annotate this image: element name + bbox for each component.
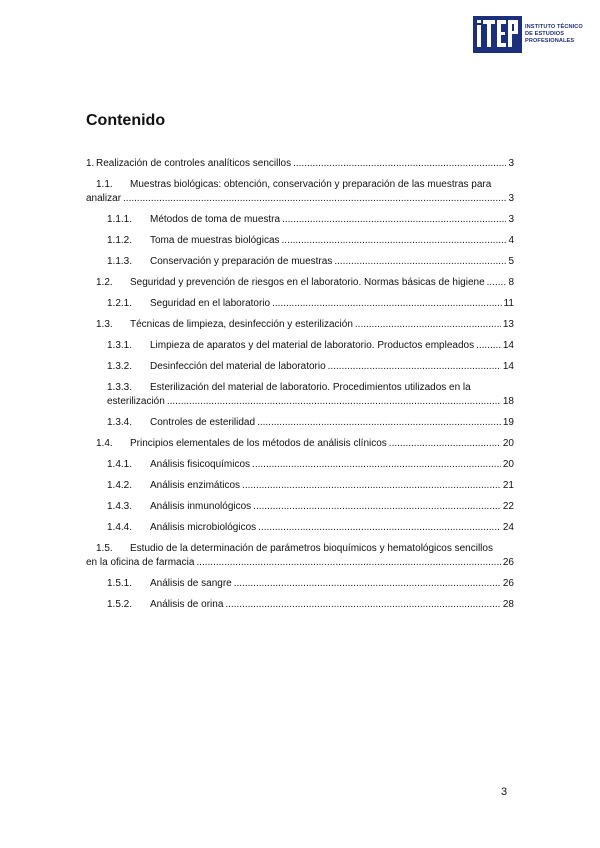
toc-entry-label bbox=[107, 416, 255, 430]
toc-entry-number: 1.4.3. bbox=[107, 501, 133, 512]
toc-entry-number: 1. bbox=[86, 158, 95, 169]
toc-entry-label bbox=[107, 500, 251, 514]
toc-entry[interactable] bbox=[86, 577, 514, 591]
toc-entry-page: 26 bbox=[502, 578, 514, 589]
toc-leader-dots bbox=[196, 556, 500, 570]
toc-entry[interactable] bbox=[86, 297, 514, 311]
toc-entry[interactable] bbox=[86, 339, 514, 353]
toc-entry-title-continued: analizar bbox=[86, 193, 122, 204]
logo-line-2: DE ESTUDIOS bbox=[525, 31, 565, 37]
toc-leader-dots bbox=[242, 479, 501, 493]
toc-entry-label bbox=[107, 339, 474, 353]
toc-entry-page: 4 bbox=[508, 235, 514, 246]
toc-entry[interactable] bbox=[86, 479, 514, 493]
toc-entry-title: Seguridad en el laboratorio bbox=[150, 298, 271, 309]
toc-entry-number: 1.3.3. bbox=[107, 382, 133, 393]
toc-entry-page: 8 bbox=[508, 277, 514, 288]
toc-leader-dots bbox=[258, 521, 501, 535]
toc-leader-dots bbox=[282, 234, 507, 248]
toc-entry-label bbox=[107, 213, 280, 227]
toc-entry-title: Análisis inmunológicos bbox=[150, 501, 252, 512]
toc-entry-page: 14 bbox=[502, 340, 514, 351]
toc-leader-dots bbox=[282, 213, 506, 227]
toc-entry-page: 3 bbox=[508, 193, 514, 204]
toc-entry-label bbox=[107, 234, 280, 248]
toc-entry-label bbox=[107, 577, 232, 591]
toc-entry-line-2 bbox=[86, 556, 514, 570]
toc-entry-page: 24 bbox=[502, 522, 514, 533]
toc-entry-number: 1.1.3. bbox=[107, 256, 133, 267]
toc-entry-number: 1.4. bbox=[96, 438, 113, 449]
toc-entry-page: 3 bbox=[508, 214, 514, 225]
toc-entry-label bbox=[107, 255, 332, 269]
toc-leader-dots bbox=[252, 458, 501, 472]
toc-entry-number: 1.4.2. bbox=[107, 480, 133, 491]
toc-entry-page: 3 bbox=[508, 158, 514, 169]
toc-entry[interactable] bbox=[86, 458, 514, 472]
toc-entry-number: 1.4.4. bbox=[107, 522, 133, 533]
toc-entry[interactable] bbox=[86, 598, 514, 612]
itep-letters-icon bbox=[473, 16, 522, 53]
toc-leader-dots bbox=[272, 297, 502, 311]
toc-entry-label bbox=[107, 458, 250, 472]
toc-entry-label bbox=[107, 521, 256, 535]
toc-entry-line-2 bbox=[107, 395, 514, 409]
toc-entry[interactable] bbox=[86, 360, 514, 374]
toc-entry-label bbox=[107, 297, 270, 311]
toc-entry-number: 1.4.1. bbox=[107, 459, 133, 470]
toc-leader-dots bbox=[476, 339, 501, 353]
toc-entry-page: 19 bbox=[502, 417, 514, 428]
toc-entry-number: 1.2.1. bbox=[107, 298, 133, 309]
toc-entry-line-1 bbox=[107, 381, 514, 395]
toc-entry-label bbox=[107, 598, 223, 612]
toc-entry-page: 22 bbox=[502, 501, 514, 512]
toc-entry-number: 1.1. bbox=[96, 179, 113, 190]
toc-entry-title: Desinfección del material de laboratorio bbox=[150, 361, 326, 372]
toc-entry-title: Análisis microbiológicos bbox=[150, 522, 257, 533]
toc-entry[interactable] bbox=[86, 542, 514, 570]
toc-leader-dots bbox=[355, 318, 501, 332]
toc-leader-dots bbox=[253, 500, 501, 514]
toc-entry[interactable] bbox=[86, 276, 514, 290]
logo-line-3: PROFESIONALES bbox=[525, 38, 575, 44]
toc-entry-page: 20 bbox=[502, 438, 514, 449]
itep-logo-mark bbox=[473, 16, 522, 53]
toc-entry-title: Muestras biológicas: obtención, conservación y preparación de las muestras para bbox=[130, 179, 492, 190]
toc-entry-number: 1.1.2. bbox=[107, 235, 133, 246]
itep-logo-text bbox=[525, 24, 583, 45]
toc-entry-number: 1.3.4. bbox=[107, 417, 133, 428]
toc-entry-title: Realización de controles analíticos sencillos bbox=[96, 158, 292, 169]
toc-entry[interactable] bbox=[86, 437, 514, 451]
toc-entry-line-2 bbox=[86, 192, 514, 206]
toc-entry-page: 11 bbox=[503, 298, 514, 309]
toc-leader-dots bbox=[293, 157, 506, 171]
toc-entry-number: 1.5. bbox=[96, 543, 113, 554]
toc-entry-title: Limpieza de aparatos y del material de laboratorio. Productos empleados bbox=[150, 340, 475, 351]
toc-entry-page: 28 bbox=[502, 599, 514, 610]
toc-entry-page: 13 bbox=[502, 319, 514, 330]
toc-entry[interactable] bbox=[86, 234, 514, 248]
toc-entry-title-continued: en la oficina de farmacia bbox=[86, 557, 195, 568]
toc-entry-title: Estudio de la determinación de parámetros bioquímicos y hematológicos sencillos bbox=[130, 543, 493, 554]
toc-leader-dots bbox=[123, 192, 506, 206]
toc-entry-page: 20 bbox=[502, 459, 514, 470]
toc-entry-label bbox=[96, 437, 387, 451]
toc-entry[interactable] bbox=[86, 255, 514, 269]
page-number: 3 bbox=[501, 786, 508, 798]
toc-entry[interactable] bbox=[86, 381, 514, 409]
toc-entry-title: Métodos de toma de muestra bbox=[150, 214, 281, 225]
toc-entry-page: 14 bbox=[502, 361, 514, 372]
table-of-contents bbox=[86, 157, 514, 619]
toc-entry-title: Técnicas de limpieza, desinfección y esterilización bbox=[130, 319, 353, 330]
toc-entry-label bbox=[107, 360, 326, 374]
toc-leader-dots bbox=[225, 598, 501, 612]
toc-entry-page: 26 bbox=[502, 557, 514, 568]
toc-entry-number: 1.5.2. bbox=[107, 599, 133, 610]
toc-entry-title: Análisis de sangre bbox=[150, 578, 232, 589]
toc-entry-title: Seguridad y prevención de riesgos en el laboratorio. Normas básicas de higiene bbox=[130, 277, 485, 288]
toc-entry-number: 1.1.1. bbox=[107, 214, 133, 225]
toc-leader-dots bbox=[487, 276, 507, 290]
toc-leader-dots bbox=[389, 437, 501, 451]
toc-entry-title: Análisis fisicoquímicos bbox=[150, 459, 251, 470]
toc-entry-line-1 bbox=[96, 542, 514, 556]
toc-entry-number: 1.3.1. bbox=[107, 340, 133, 351]
itep-logo bbox=[473, 16, 583, 53]
toc-entry-page: 21 bbox=[502, 480, 514, 491]
toc-entry-label bbox=[96, 276, 485, 290]
toc-title: Contenido bbox=[86, 112, 166, 129]
toc-entry-number: 1.3.2. bbox=[107, 361, 133, 372]
toc-entry-title: Análisis enzimáticos bbox=[150, 480, 241, 491]
toc-entry-number: 1.5.1. bbox=[107, 578, 133, 589]
toc-entry-title: Análisis de orina bbox=[150, 599, 224, 610]
toc-entry[interactable] bbox=[86, 416, 514, 430]
toc-entry-number: 1.2. bbox=[96, 277, 113, 288]
toc-entry-line-1 bbox=[96, 178, 514, 192]
toc-leader-dots bbox=[328, 360, 501, 374]
toc-entry-title-continued: esterilización bbox=[107, 396, 165, 407]
toc-entry[interactable] bbox=[86, 318, 514, 332]
toc-entry-title: Conservación y preparación de muestras bbox=[150, 256, 333, 267]
toc-entry-number: 1.3. bbox=[96, 319, 113, 330]
toc-entry[interactable] bbox=[86, 500, 514, 514]
toc-entry-page: 18 bbox=[502, 396, 514, 407]
logo-line-1: INSTITUTO TÉCNICO bbox=[525, 24, 583, 30]
toc-entry-title: Toma de muestras biológicas bbox=[150, 235, 280, 246]
toc-leader-dots bbox=[257, 416, 501, 430]
toc-entry[interactable] bbox=[86, 157, 514, 171]
toc-entry-label bbox=[96, 318, 353, 332]
toc-entry[interactable] bbox=[86, 521, 514, 535]
toc-entry-label bbox=[107, 479, 240, 493]
toc-entry-page: 5 bbox=[508, 256, 514, 267]
toc-leader-dots bbox=[234, 577, 501, 591]
toc-entry-label bbox=[86, 157, 291, 171]
toc-entry-title: Controles de esterilidad bbox=[150, 417, 256, 428]
toc-entry-title: Principios elementales de los métodos de análisis clínicos bbox=[130, 438, 387, 449]
toc-entry[interactable] bbox=[86, 213, 514, 227]
toc-entry[interactable] bbox=[86, 178, 514, 206]
toc-entry-title: Esterilización del material de laboratorio. Procedimientos utilizados en la bbox=[150, 382, 471, 393]
toc-leader-dots bbox=[334, 255, 506, 269]
toc-leader-dots bbox=[167, 395, 501, 409]
